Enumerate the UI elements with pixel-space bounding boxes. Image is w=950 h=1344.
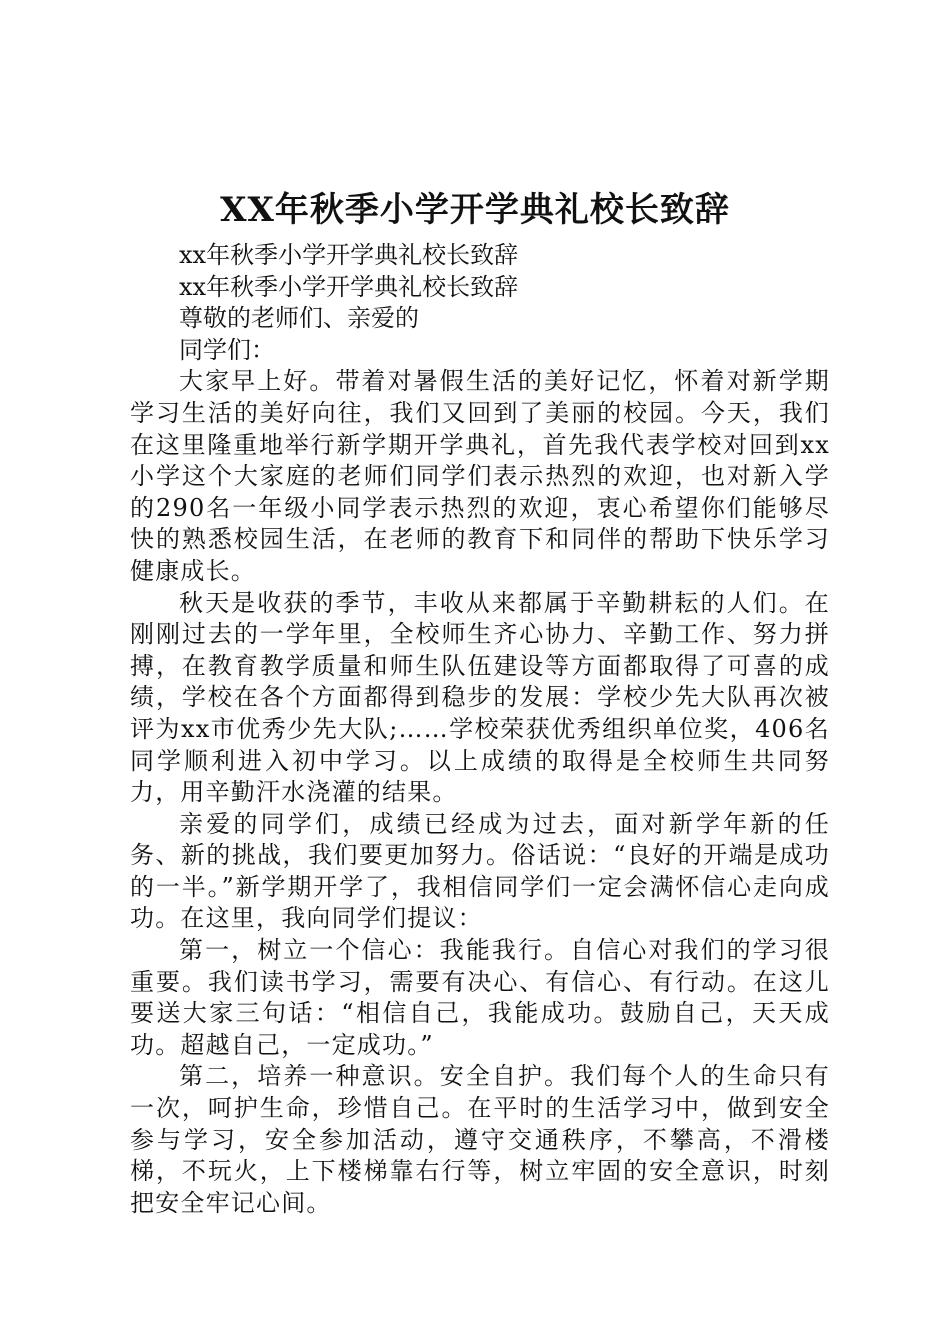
document-body	[130, 240, 830, 1219]
paragraph-confidence: 第一，树立一个信心：我能我行。自信心对我们的学习很重要。我们读书学习，需要有决心、有信心、有行动。在这儿要送大家三句话：“相信自己，我能成功。鼓励自己，天天成功。超越自己，一定成功。”	[130, 936, 830, 1059]
document-title: XX年秋季小学开学典礼校长致辞	[220, 190, 730, 230]
paragraph-new-term: 亲爱的同学们，成绩已经成为过去，面对新学年新的任务、新的挑战，我们要更加努力。俗话说：“良好的开端是成功的一半。”新学期开学了，我相信同学们一定会满怀信心走向成功。在这里，我向同学们提议：	[130, 809, 830, 933]
heading-line: xx年秋季小学开学典礼校长致辞	[179, 241, 519, 269]
salutation-line: 同学们：	[179, 335, 275, 364]
heading-line: xx年秋季小学开学典礼校长致辞	[179, 272, 519, 301]
paragraph-achievements: 秋天是收获的季节，丰收从来都属于辛勤耕耘的人们。在刚刚过去的一学年里，全校师生齐心协力、辛勤工作、努力拼搏，在教育教学质量和师生队伍建设等方面都取得了可喜的成绩，学校在各个方面都得到稳步的发展：学校少先大队再次被评为xx市优秀少先大队;……学校荣获优秀组织单位奖，406名同学顺利进入初中学习。以上成绩的取得是全校师生共同努力，用辛勤汗水浇灌的结果。	[130, 588, 830, 807]
paragraph-greeting: 大家早上好。带着对暑假生活的美好记忆，怀着对新学期学习生活的美好向往，我们又回到了美丽的校园。今天，我们在这里隆重地举行新学期开学典礼，首先我代表学校对回到xx小学这个大家庭的老师们同学们表示热烈的欢迎，也对新入学的290名一年级小同学表示热烈的欢迎，衷心希望你们能够尽快的熟悉校园生活，在老师的教育下和同伴的帮助下快乐学习健康成长。	[130, 367, 830, 585]
salutation-line: 尊敬的老师们、亲爱的	[179, 304, 419, 333]
paragraph-safety: 第二，培养一种意识。安全自护。我们每个人的生命只有一次，呵护生命，珍惜自己。在平时的生活学习中，做到安全参与学习，安全参加活动，遵守交通秩序，不攀高，不滑楼梯，不玩火，上下楼梯靠右行等，树立牢固的安全意识，时刻把安全牢记心间。	[130, 1062, 830, 1217]
